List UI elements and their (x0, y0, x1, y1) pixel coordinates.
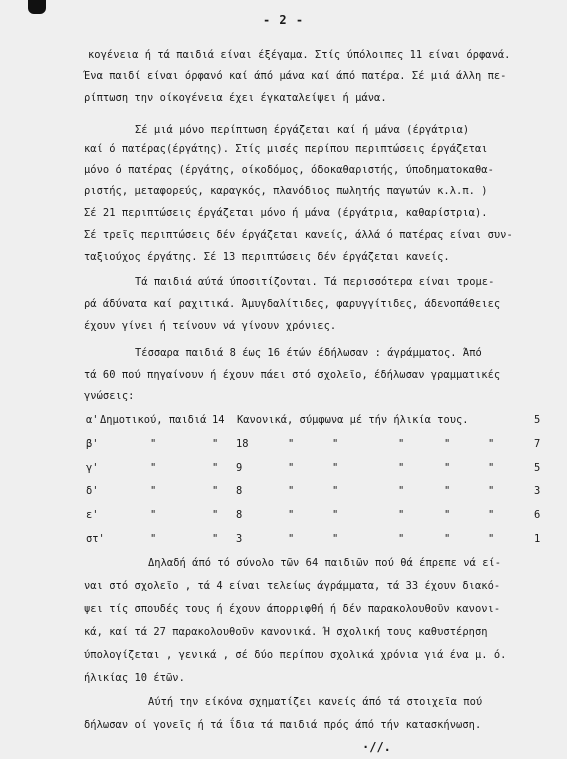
ditto-mark: " (212, 533, 219, 545)
ditto-mark: " (212, 462, 219, 474)
ditto-mark: " (332, 533, 339, 545)
text-line: γνώσεις: (84, 390, 135, 402)
grade-count: 8 (236, 485, 243, 497)
page-number: - 2 - (262, 13, 305, 27)
grade-count: 3 (236, 533, 243, 545)
text-line: Δηλαδή άπό τό σύνολο τῶν 64 παιδιῶν πού θά έπρεπε νά εί- (148, 557, 502, 569)
ditto-mark: " (398, 462, 405, 474)
ditto-mark: " (444, 509, 451, 521)
grade-age-ref: 1 (534, 533, 541, 545)
text-line: ριστής, μεταφορεύς, καραγκός, πλανόδιος πωλητής παγωτών κ.λ.π. ) (84, 185, 488, 197)
text-line: ναι στό σχολεῖο , τά 4 είναι τελείως άγράμματα, τά 33 έχουν διακό- (84, 580, 501, 592)
text-line: Αύτή την είκόνα σχηματίζει κανείς άπό τά στοιχεῖα πού (148, 696, 483, 708)
grade-age-ref: 5 (534, 462, 541, 474)
ditto-mark: " (398, 533, 405, 545)
text-line: Τέσσαρα παιδιά 8 έως 16 έτών έδήλωσαν : άγράμματος. Άπό (135, 347, 482, 359)
continuation-mark: ·//. (362, 740, 391, 754)
text-line: έχουν γίνει ή τείνουν νά γίνουν χρόνιες. (84, 320, 337, 332)
ditto-mark: " (444, 533, 451, 545)
text-line: κά, καί τά 27 παρακολουθοῦν κανονικά. Ή σχολική τους καθυστέρηση (84, 626, 488, 638)
ditto-mark: " (150, 462, 157, 474)
ditto-mark: " (332, 438, 339, 450)
ditto-mark: " (150, 533, 157, 545)
grade-count: 18 (236, 438, 249, 450)
ditto-mark: " (488, 533, 495, 545)
text-line: ρίπτωση την οίκογένεια έχει έγκαταλείψει ή μάνα. (84, 92, 387, 104)
ditto-mark: " (398, 485, 405, 497)
text-line: ύπολογίζεται , γενικά , σέ δύο περίπου σχολικά χρόνια γιά ένα μ. ό. (84, 649, 507, 661)
text-line: ταξιούχος έργάτης. Σέ 13 περιπτώσεις δέν έργάζεται κανείς. (84, 251, 450, 263)
ditto-mark: " (150, 438, 157, 450)
grade-age-ref: 6 (534, 509, 541, 521)
text-line: Σέ μιά μόνο περίπτωση έργάζεται καί ή μάνα (έργάτρια) (135, 124, 470, 136)
text-line: τά 60 πού πηγαίνουν ή έχουν πάει στό σχολεῖο, έδήλωσαν γραμματικές (84, 369, 501, 381)
ditto-mark: " (288, 438, 295, 450)
ditto-mark: " (398, 509, 405, 521)
text-line: ήλικίας 10 έτῶν. (84, 672, 185, 684)
grade-note: Κανονικά, σύμφωνα μέ τήν ήλικία τους. (237, 414, 469, 426)
text-line: Τά παιδιά αύτά ύποσιτίζονται. Τά περισσότερα είναι τρομε- (135, 276, 495, 288)
ditto-mark: " (488, 509, 495, 521)
ditto-mark: " (488, 485, 495, 497)
grade-age-ref: 7 (534, 438, 541, 450)
ditto-mark: " (444, 462, 451, 474)
grade-count: 8 (236, 509, 243, 521)
text-line: κογένεια ή τά παιδιά είναι έξέγαμα. Στίς ύπόλοιπες 11 είναι όρφανά. (88, 49, 511, 61)
text-line: Σέ 21 περιπτώσεις έργάζεται μόνο ή μάνα (έργάτρια, καθαρίστρια). (84, 207, 488, 219)
ditto-mark: " (488, 462, 495, 474)
text-line: ρά άδύνατα καί ραχιτικά. Άμυγδαλίτιδες, φαρυγγίτιδες, άδενοπάθειες (84, 298, 501, 310)
ditto-mark: " (398, 438, 405, 450)
ditto-mark: " (212, 509, 219, 521)
grade-text: Δημοτικού, παιδιά (100, 414, 207, 426)
grade-age-ref: 3 (534, 485, 541, 497)
ditto-mark: " (150, 509, 157, 521)
text-line: Σέ τρεῖς περιπτώσεις δέν έργάζεται κανείς, άλλά ό πατέρας είναι συν- (84, 229, 513, 241)
ditto-mark: " (332, 462, 339, 474)
grade-label: ε' (86, 509, 99, 521)
ditto-mark: " (212, 485, 219, 497)
text-line: Ένα παιδί είναι όρφανό καί άπό μάνα καί άπό πατέρα. Σέ μιά άλλη πε- (84, 70, 507, 82)
ditto-mark: " (332, 485, 339, 497)
ditto-mark: " (444, 438, 451, 450)
ditto-mark: " (288, 462, 295, 474)
ditto-mark: " (332, 509, 339, 521)
ditto-mark: " (288, 485, 295, 497)
grade-label: δ' (86, 485, 99, 497)
grade-age-ref: 5 (534, 414, 541, 426)
hole-punch-mark (28, 0, 46, 14)
ditto-mark: " (288, 509, 295, 521)
grade-count: 9 (236, 462, 243, 474)
grade-label: α' (86, 414, 99, 426)
ditto-mark: " (288, 533, 295, 545)
ditto-mark: " (150, 485, 157, 497)
grade-label: στ' (86, 533, 105, 545)
ditto-mark: " (488, 438, 495, 450)
text-line: δήλωσαν οί γονεῖς ή τά ΐδια τά παιδιά πρός άπό τήν κατασκήνωση. (84, 719, 482, 731)
text-line: καί ό πατέρας(έργάτης). Στίς μισές περίπου περιπτώσεις έργάζεται (84, 143, 488, 155)
grade-label: γ' (86, 462, 99, 474)
grade-count: 14 (212, 414, 225, 426)
ditto-mark: " (212, 438, 219, 450)
ditto-mark: " (444, 485, 451, 497)
text-line: μόνο ό πατέρας (έργάτης, οίκοδόμος, όδοκαθαριστής, ύποδηματοκαθα- (84, 164, 494, 176)
grade-label: β' (86, 438, 99, 450)
text-line: ψει τίς σπουδές τους ή έχουν άπορριφθή ή δέν παρακολουθοῦν κανονι- (84, 603, 501, 615)
